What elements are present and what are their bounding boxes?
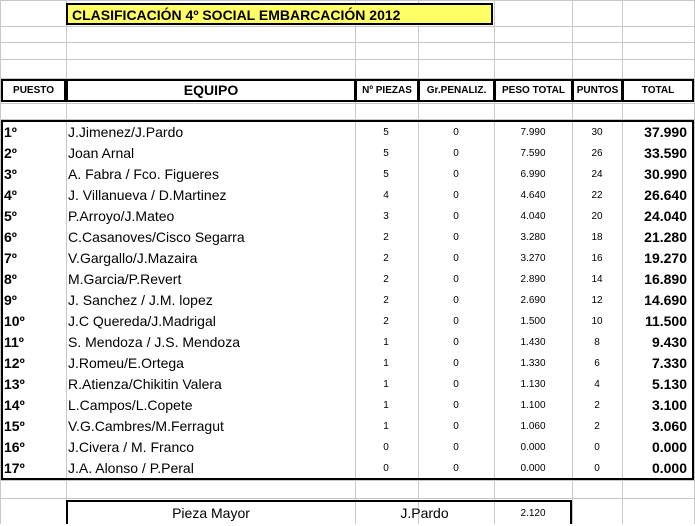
piezas-cell: 1 xyxy=(383,421,389,432)
team-cell: M.Garcia/P.Revert xyxy=(68,271,182,287)
total-cell: 5.130 xyxy=(651,376,687,392)
team-cell: J. Villanueva / D.Martinez xyxy=(68,187,227,203)
weight-cell: 4.640 xyxy=(520,190,546,201)
piezas-cell: 2 xyxy=(383,232,389,243)
team-cell: J.Jimenez/J.Pardo xyxy=(68,124,184,140)
weight-cell: 0.000 xyxy=(520,442,546,453)
points-cell: 20 xyxy=(591,211,603,222)
position-cell: 8º xyxy=(4,271,17,287)
points-cell: 18 xyxy=(591,232,603,243)
piezas-cell: 2 xyxy=(383,295,389,306)
table-row xyxy=(0,353,695,374)
weight-cell: 1.330 xyxy=(520,358,546,369)
team-cell: J.C Quereda/J.Madrigal xyxy=(68,313,216,329)
total-cell: 33.590 xyxy=(644,145,687,161)
team-cell: J.Romeu/E.Ortega xyxy=(68,355,184,371)
position-cell: 14º xyxy=(4,397,25,413)
weight-cell: 6.990 xyxy=(520,169,546,180)
table-row xyxy=(0,122,695,143)
team-cell: V.G.Cambres/M.Ferragut xyxy=(68,418,224,434)
position-cell: 1º xyxy=(4,124,17,140)
points-cell: 8 xyxy=(594,337,600,348)
piezas-cell: 1 xyxy=(383,337,389,348)
penalty-cell: 0 xyxy=(453,253,459,264)
penalty-cell: 0 xyxy=(453,400,459,411)
table-row xyxy=(0,332,695,353)
penalty-cell: 0 xyxy=(453,274,459,285)
total-cell: 0.000 xyxy=(651,460,687,476)
team-cell: J. Sanchez / J.M. lopez xyxy=(68,292,213,308)
team-cell: V.Gargallo/J.Mazaira xyxy=(68,250,198,266)
piezas-cell: 0 xyxy=(383,442,389,453)
penalty-cell: 0 xyxy=(453,190,459,201)
penalty-cell: 0 xyxy=(453,337,459,348)
header-peso: PESO TOTAL xyxy=(494,79,573,102)
piezas-cell: 1 xyxy=(383,358,389,369)
table-row xyxy=(0,227,695,248)
table-row xyxy=(0,143,695,164)
table-row xyxy=(0,206,695,227)
points-cell: 12 xyxy=(591,295,603,306)
position-cell: 10º xyxy=(4,313,25,329)
total-cell: 7.330 xyxy=(651,355,687,371)
position-cell: 9º xyxy=(4,292,17,308)
footer-name: J.Pardo xyxy=(400,505,449,521)
penalty-cell: 0 xyxy=(453,316,459,327)
table-row xyxy=(0,458,695,479)
penalty-cell: 0 xyxy=(453,295,459,306)
position-cell: 12º xyxy=(4,355,25,371)
weight-cell: 1.500 xyxy=(520,316,546,327)
team-cell: Joan Arnal xyxy=(68,145,135,161)
weight-cell: 7.590 xyxy=(520,148,546,159)
penalty-cell: 0 xyxy=(453,211,459,222)
points-cell: 16 xyxy=(591,253,603,264)
total-cell: 0.000 xyxy=(651,439,687,455)
sheet-title: CLASIFICACIÓN 4º SOCIAL EMBARCACIÓN 2012 xyxy=(66,3,493,25)
table-row xyxy=(0,185,695,206)
total-cell: 3.100 xyxy=(651,397,687,413)
footer-label: Pieza Mayor xyxy=(172,505,250,521)
total-cell: 21.280 xyxy=(644,229,687,245)
weight-cell: 1.130 xyxy=(520,379,546,390)
total-cell: 26.640 xyxy=(644,187,687,203)
points-cell: 0 xyxy=(594,463,600,474)
table-row xyxy=(0,164,695,185)
weight-cell: 2.890 xyxy=(520,274,546,285)
piezas-cell: 2 xyxy=(383,253,389,264)
penalty-cell: 0 xyxy=(453,169,459,180)
header-puesto: PUESTO xyxy=(1,79,66,102)
total-cell: 16.890 xyxy=(644,271,687,287)
header-penaliz: Gr.PENALIZ. xyxy=(418,79,495,102)
weight-cell: 2.690 xyxy=(520,295,546,306)
table-row xyxy=(0,416,695,437)
position-cell: 16º xyxy=(4,439,25,455)
points-cell: 14 xyxy=(591,274,603,285)
weight-cell: 3.270 xyxy=(520,253,546,264)
weight-cell: 0.000 xyxy=(520,463,546,474)
weight-cell: 7.990 xyxy=(520,127,546,138)
penalty-cell: 0 xyxy=(453,463,459,474)
total-cell: 11.500 xyxy=(644,313,687,329)
points-cell: 2 xyxy=(594,421,600,432)
points-cell: 6 xyxy=(594,358,600,369)
header-puntos: PUNTOS xyxy=(572,79,623,102)
weight-cell: 1.100 xyxy=(520,400,546,411)
footer-value: 2.120 xyxy=(520,508,546,519)
penalty-cell: 0 xyxy=(453,379,459,390)
weight-cell: 1.060 xyxy=(520,421,546,432)
piezas-cell: 2 xyxy=(383,316,389,327)
piezas-cell: 4 xyxy=(383,190,389,201)
weight-cell: 4.040 xyxy=(520,211,546,222)
penalty-cell: 0 xyxy=(453,127,459,138)
table-row xyxy=(0,395,695,416)
total-cell: 24.040 xyxy=(644,208,687,224)
position-cell: 15º xyxy=(4,418,25,434)
team-cell: S. Mendoza / J.S. Mendoza xyxy=(68,334,240,350)
total-cell: 37.990 xyxy=(644,124,687,140)
table-row xyxy=(0,290,695,311)
points-cell: 24 xyxy=(591,169,603,180)
piezas-cell: 1 xyxy=(383,400,389,411)
piezas-cell: 2 xyxy=(383,274,389,285)
penalty-cell: 0 xyxy=(453,148,459,159)
position-cell: 4º xyxy=(4,187,17,203)
penalty-cell: 0 xyxy=(453,442,459,453)
position-cell: 11º xyxy=(4,334,24,350)
table-row xyxy=(0,374,695,395)
table-row xyxy=(0,248,695,269)
position-cell: 2º xyxy=(4,145,17,161)
total-cell: 14.690 xyxy=(644,292,687,308)
piezas-cell: 3 xyxy=(383,211,389,222)
total-cell: 19.270 xyxy=(644,250,687,266)
total-cell: 9.430 xyxy=(651,334,687,350)
points-cell: 2 xyxy=(594,400,600,411)
header-piezas: Nº PIEZAS xyxy=(355,79,419,102)
points-cell: 22 xyxy=(591,190,603,201)
penalty-cell: 0 xyxy=(453,358,459,369)
points-cell: 4 xyxy=(594,379,600,390)
position-cell: 7º xyxy=(4,250,17,266)
piezas-cell: 0 xyxy=(383,463,389,474)
position-cell: 17º xyxy=(4,460,25,476)
piezas-cell: 1 xyxy=(383,379,389,390)
position-cell: 3º xyxy=(4,166,17,182)
points-cell: 30 xyxy=(591,127,603,138)
total-cell: 30.990 xyxy=(644,166,687,182)
team-cell: P.Arroyo/J.Mateo xyxy=(68,208,175,224)
position-cell: 13º xyxy=(4,376,25,392)
team-cell: C.Casanoves/Cisco Segarra xyxy=(68,229,245,245)
table-row xyxy=(0,437,695,458)
points-cell: 10 xyxy=(591,316,603,327)
piezas-cell: 5 xyxy=(383,148,389,159)
team-cell: J.A. Alonso / P.Peral xyxy=(68,460,194,476)
team-cell: R.Atienza/Chikitin Valera xyxy=(68,376,222,392)
weight-cell: 3.280 xyxy=(520,232,546,243)
weight-cell: 1.430 xyxy=(520,337,546,348)
header-total: TOTAL xyxy=(622,79,694,102)
piezas-cell: 5 xyxy=(383,127,389,138)
team-cell: J.Civera / M. Franco xyxy=(68,439,195,455)
position-cell: 5º xyxy=(4,208,17,224)
team-cell: L.Campos/L.Copete xyxy=(68,397,193,413)
total-cell: 3.060 xyxy=(651,418,687,434)
penalty-cell: 0 xyxy=(453,421,459,432)
header-equipo: EQUIPO xyxy=(66,79,356,102)
piezas-cell: 5 xyxy=(383,169,389,180)
penalty-cell: 0 xyxy=(453,232,459,243)
table-row xyxy=(0,311,695,332)
position-cell: 6º xyxy=(4,229,17,245)
points-cell: 0 xyxy=(594,442,600,453)
team-cell: A. Fabra / Fco. Figueres xyxy=(68,166,219,182)
points-cell: 26 xyxy=(591,148,603,159)
table-row xyxy=(0,269,695,290)
